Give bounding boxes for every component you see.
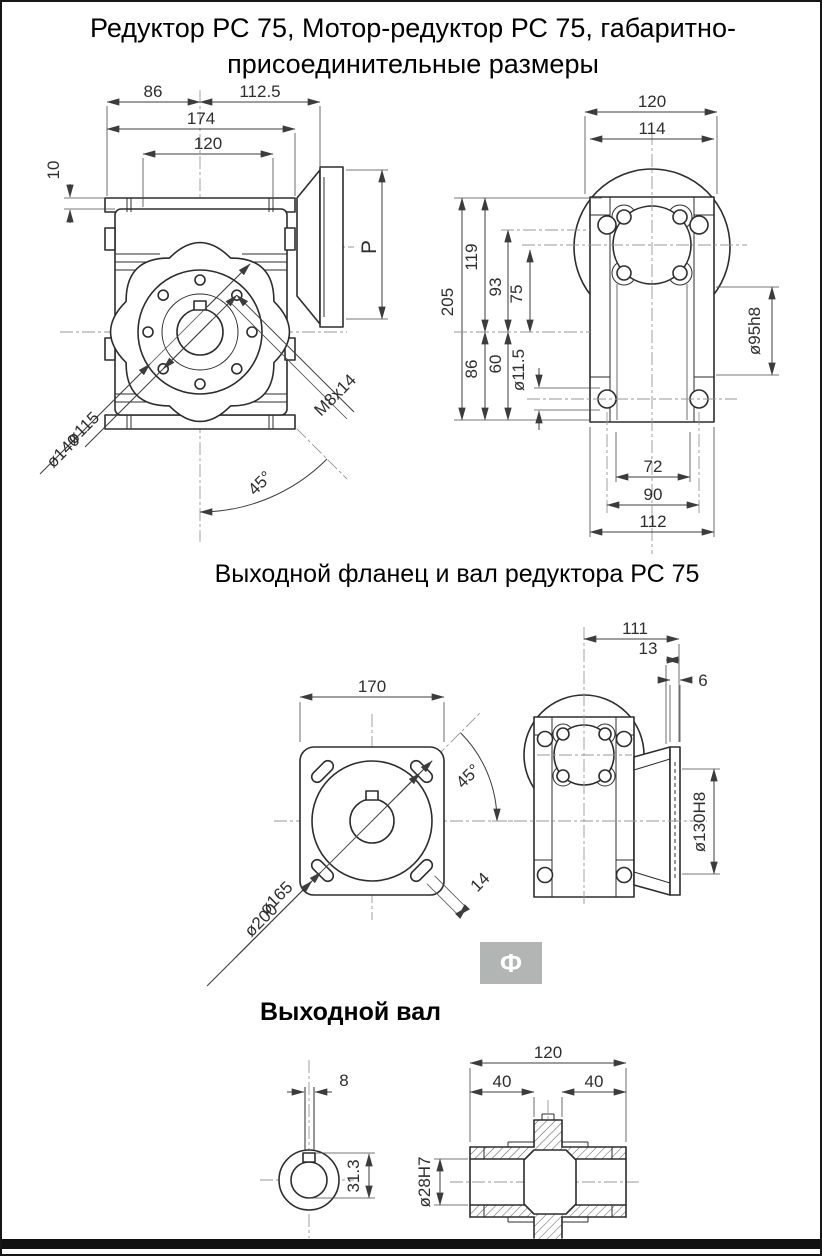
dim-90: 90: [643, 485, 663, 504]
dim-112: 112: [639, 512, 667, 531]
dim-111: 111: [622, 619, 648, 638]
section-title-shaft: Выходной вал: [260, 998, 442, 1026]
hub-cavity: [524, 1150, 576, 1214]
dim-60: 60: [486, 354, 505, 374]
dim-114: 114: [638, 119, 666, 138]
dim-angle-45: 45°: [244, 467, 276, 499]
output-flange-side-view: [492, 619, 720, 907]
dim-o115: ø115: [63, 408, 104, 449]
dim-86-side: 86: [462, 359, 481, 379]
dim-120: 120: [193, 134, 223, 153]
dim-o140: ø140: [42, 430, 84, 472]
keyway: [366, 791, 378, 800]
dim-angle-45-flange: 45°: [452, 760, 484, 792]
output-flange-view: [207, 677, 518, 986]
dim-8: 8: [339, 1071, 349, 1090]
dim-10: 10: [44, 160, 63, 180]
side-view: [438, 92, 779, 554]
dim-o11-5: ø11.5: [509, 348, 528, 392]
dim-o200: ø200: [240, 899, 282, 941]
dim-174: 174: [186, 109, 216, 128]
dim-m8x14: M8x14: [310, 370, 360, 420]
section-title-flange: Выходной фланец и вал редуктора РС 75: [214, 560, 700, 588]
dim-112-5: 112.5: [239, 82, 281, 101]
dim-170: 170: [357, 677, 387, 696]
page-title-line2: присоединительные размеры: [227, 49, 599, 79]
motor-flange-plate: [320, 167, 343, 327]
dim-o130h8: ø130H8: [690, 791, 709, 853]
keyway: [194, 301, 206, 310]
dim-14: 14: [466, 868, 494, 896]
page-title-line1: Редуктор РС 75, Мотор-редуктор РС 75, габаритно-: [90, 13, 736, 43]
dim-205: 205: [438, 287, 457, 317]
dim-40-right: 40: [584, 1072, 604, 1091]
shaft-long-view: [415, 1043, 642, 1239]
keyway: [303, 1153, 315, 1162]
technical-drawing-canvas: [2, 2, 822, 1256]
dim-o95h8: ø95h8: [745, 306, 764, 356]
dim-31-3: 31.3: [344, 1159, 363, 1193]
dim-119: 119: [462, 243, 481, 271]
dim-93: 93: [486, 277, 505, 297]
dim-40-left: 40: [492, 1072, 512, 1091]
dim-13: 13: [638, 639, 658, 658]
flange-marker-badge: Ф: [480, 942, 542, 984]
bottom-bar: [2, 1239, 822, 1249]
dim-6: 6: [698, 671, 708, 690]
dim-120-top: 120: [637, 92, 667, 111]
dim-75: 75: [507, 284, 526, 304]
shaft-section-view: [260, 1060, 375, 1238]
front-view: [40, 82, 388, 542]
dim-72: 72: [643, 457, 663, 476]
dim-o28h7: ø28H7: [415, 1156, 434, 1208]
dim-120-shaft: 120: [533, 1043, 563, 1062]
dim-86: 86: [143, 82, 163, 101]
motor-flange-cone: [297, 170, 320, 324]
dim-o165: ø165: [255, 877, 297, 919]
dim-P: P: [358, 239, 381, 255]
